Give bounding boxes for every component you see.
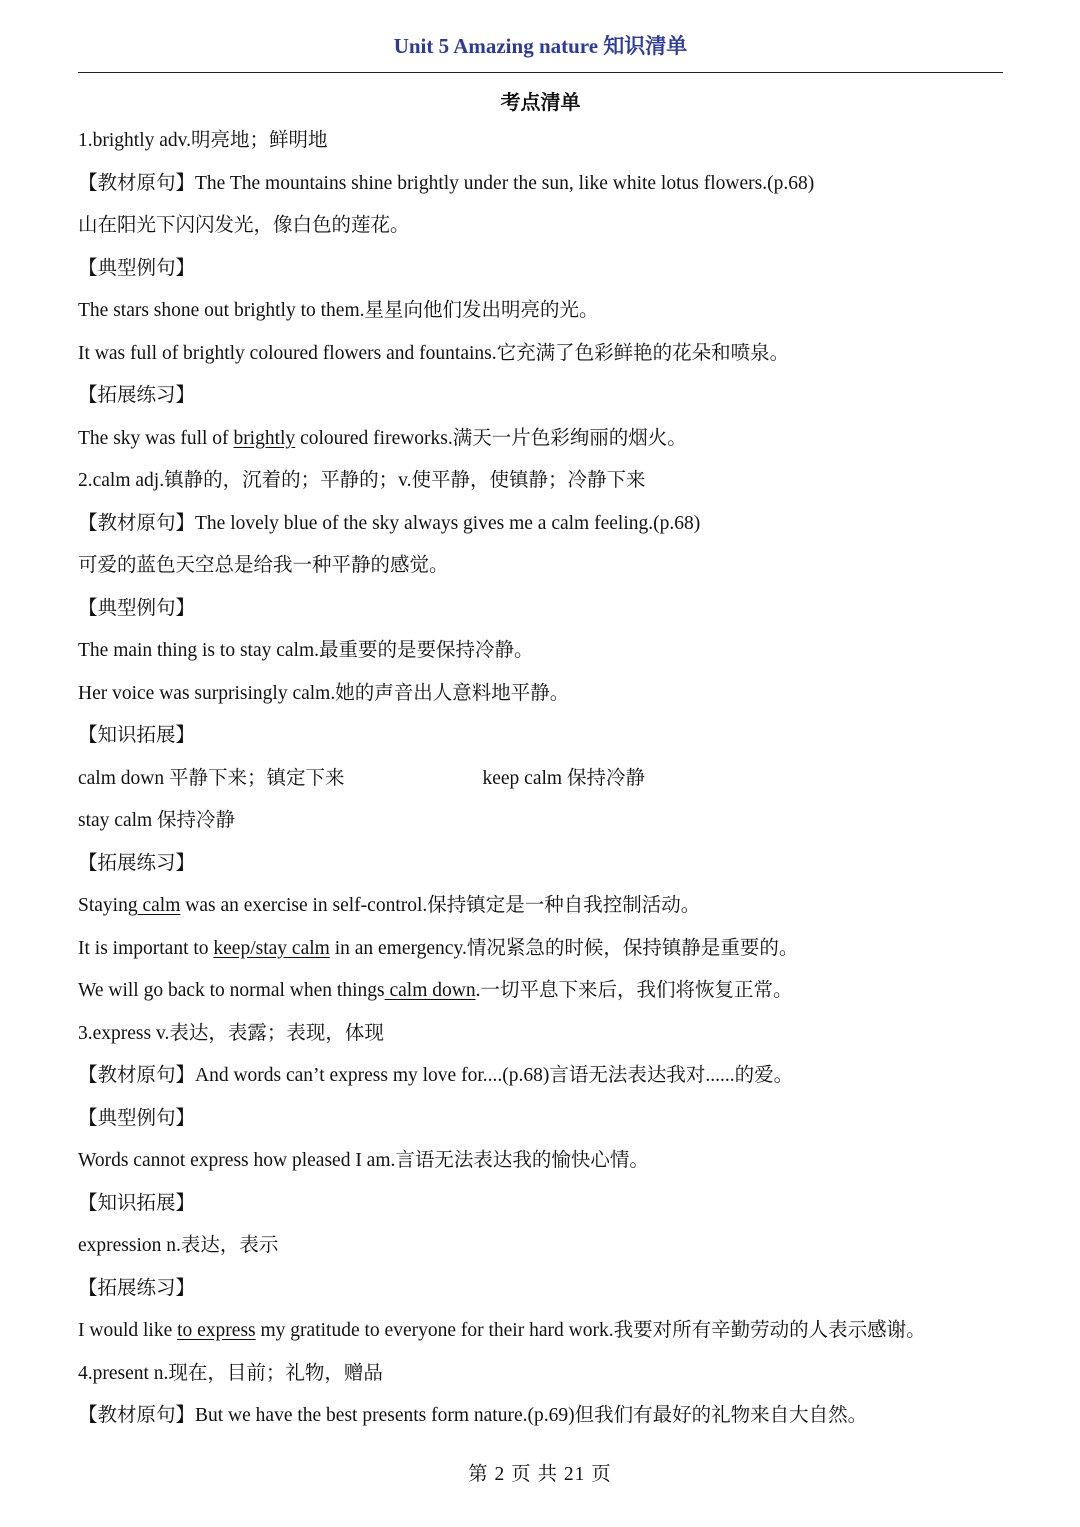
sentence-start: I would like xyxy=(78,1320,178,1341)
page-number-footer: 第 2 页 共 21 页 xyxy=(468,1464,612,1485)
answer-underlined: calm down xyxy=(384,980,476,1001)
vocab-heading-express: 3.express v.表达，表露；表现，体现 xyxy=(78,1022,384,1044)
sentence-end: .一切平息下来后，我们将恢复正常。 xyxy=(475,980,793,1001)
subheading-examples: 【典型例句】 xyxy=(78,257,196,279)
answer-underlined: to express xyxy=(177,1320,256,1341)
subheading-practice: 【拓展练习】 xyxy=(78,852,196,874)
sentence-start: Staying xyxy=(78,895,138,916)
sentence-start: We will go back to normal when things xyxy=(78,980,385,1001)
example-sentence: The main thing is to stay calm.最重要的是要保持冷静。 xyxy=(78,640,534,661)
subheading-examples: 【典型例句】 xyxy=(78,1107,196,1129)
example-sentence: It was full of brightly coloured flowers and fountains.它充满了色彩鲜艳的花朵和喷泉。 xyxy=(78,342,790,364)
phrase-calm-down: calm down 平静下来；镇定下来 xyxy=(78,767,345,789)
practice-sentence xyxy=(78,1310,1038,1353)
sentence-start: The sky was full of xyxy=(78,427,234,449)
textbook-sentence: 【教材原句】The The mountains shine brightly under the sun, like white lotus flowers.(p.68) xyxy=(78,172,815,194)
subheading-extension: 【知识拓展】 xyxy=(78,1192,196,1214)
sentence-start: It is important to xyxy=(78,937,214,959)
practice-sentence xyxy=(78,885,1038,928)
practice-sentence xyxy=(78,928,1038,971)
answer-underlined: brightly xyxy=(233,427,296,449)
sentence-end: was an exercise in self-control.保持镇定是一种自我控制活动。 xyxy=(180,895,701,916)
textbook-sentence: 【教材原句】The lovely blue of the sky always gives me a calm feeling.(p.68) xyxy=(78,512,701,534)
sentence-end: my gratitude to everyone for their hard work.我要对所有辛勤劳动的人表示感谢。 xyxy=(255,1320,926,1341)
example-sentence: Her voice was surprisingly calm.她的声音出人意料地平静。 xyxy=(78,682,570,704)
phrase-pair xyxy=(78,758,1038,801)
translation-line: 山在阳光下闪闪发光，像白色的莲花。 xyxy=(78,215,410,236)
header-divider xyxy=(78,72,1003,73)
example-sentence: The stars shone out brightly to them.星星向他们发出明亮的光。 xyxy=(78,300,599,321)
textbook-sentence: 【教材原句】And words can’t express my love for....(p.68)言语无法表达我对......的爱。 xyxy=(78,1065,794,1086)
subheading-extension: 【知识拓展】 xyxy=(78,725,196,746)
answer-underlined: keep/stay calm xyxy=(213,937,330,959)
extension-word: expression n.表达，表示 xyxy=(78,1235,279,1256)
subheading-practice: 【拓展练习】 xyxy=(78,385,196,406)
answer-underlined: calm xyxy=(137,895,181,916)
vocab-heading-brightly: 1.brightly adv.明亮地；鲜明地 xyxy=(78,130,328,151)
example-sentence: Words cannot express how pleased I am.言语无法表达我的愉快心情。 xyxy=(78,1150,649,1171)
document-header-title: Unit 5 Amazing nature 知识清单 xyxy=(393,34,688,58)
subheading-examples: 【典型例句】 xyxy=(78,597,196,619)
subheading-practice: 【拓展练习】 xyxy=(78,1277,196,1299)
practice-sentence xyxy=(78,970,1038,1013)
content-body xyxy=(78,120,1038,1438)
practice-sentence xyxy=(78,418,1038,461)
vocab-heading-calm: 2.calm adj.镇静的，沉着的；平静的；v.使平静，使镇静；冷静下来 xyxy=(78,470,646,491)
phrase-keep-calm: keep calm 保持冷静 xyxy=(482,767,645,789)
textbook-sentence: 【教材原句】But we have the best presents form nature.(p.69)但我们有最好的礼物来自大自然。 xyxy=(78,1405,868,1426)
translation-line: 可爱的蓝色天空总是给我一种平静的感觉。 xyxy=(78,555,449,576)
phrase-stay-calm: stay calm 保持冷静 xyxy=(78,810,236,831)
vocab-heading-present: 4.present n.现在，目前；礼物，赠品 xyxy=(78,1362,383,1384)
sentence-end: in an emergency.情况紧急的时候，保持镇静是重要的。 xyxy=(329,937,799,959)
sentence-end: coloured fireworks.满天一片色彩绚丽的烟火。 xyxy=(295,427,687,449)
section-title: 考点清单 xyxy=(500,92,581,114)
